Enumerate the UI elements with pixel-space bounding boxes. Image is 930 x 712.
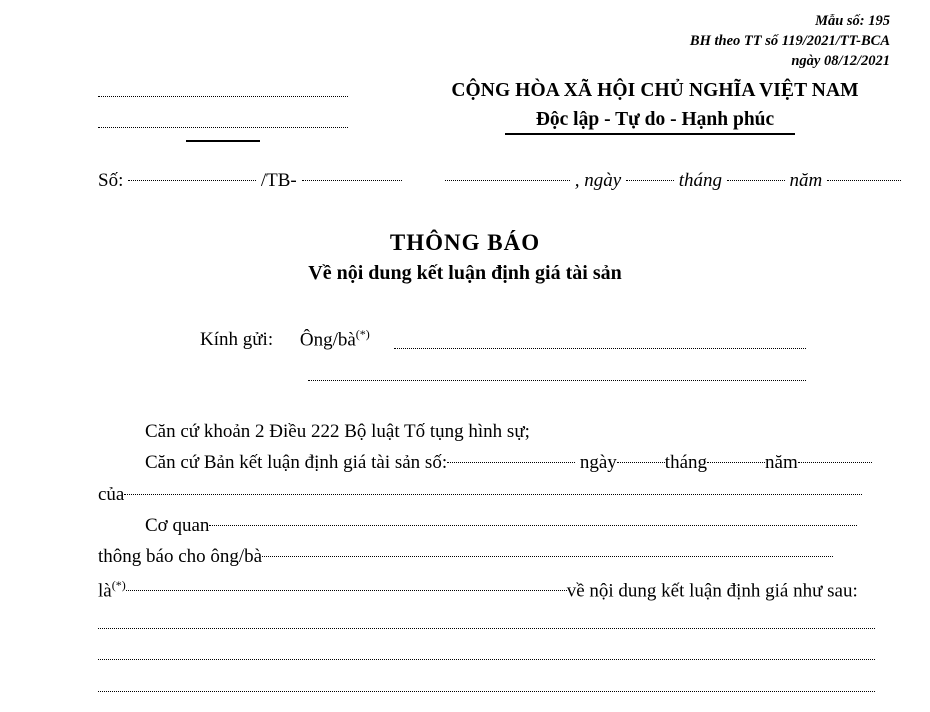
person-role-footnote-mark: (*): [111, 578, 126, 592]
valuation-year-label: năm: [765, 452, 798, 473]
issuer-authority-blank-line-2[interactable]: [98, 127, 348, 128]
national-motto: Độc lập - Tự do - Hạnh phúc: [535, 109, 775, 130]
legal-basis-line: Căn cứ khoản 2 Điều 222 Bộ luật Tố tụng hình sự;: [145, 421, 530, 442]
document-number-label: Số:: [98, 170, 124, 191]
date-separator: , ngày: [574, 170, 626, 191]
issuer-of-conclusion-blank[interactable]: [124, 494, 862, 495]
day-blank[interactable]: [626, 180, 674, 181]
motto-underline: [505, 133, 795, 135]
valuation-month-blank[interactable]: [707, 462, 765, 463]
valuation-year-blank[interactable]: [798, 462, 872, 463]
valuation-day-blank[interactable]: [617, 462, 665, 463]
page-subtitle: Về nội dung kết luận định giá tài sản: [308, 262, 622, 284]
form-number: Mẫu số: 195: [815, 13, 890, 29]
person-role-suffix: về nội dung kết luận định giá như sau:: [566, 580, 858, 602]
agency-line: [145, 515, 857, 537]
valuation-month-label: tháng: [664, 452, 708, 473]
valuation-number-blank[interactable]: [447, 462, 575, 463]
year-blank[interactable]: [827, 180, 901, 181]
issuer-authority-blank-line-1[interactable]: [98, 96, 348, 97]
form-issue-date: ngày 08/12/2021: [791, 53, 890, 69]
document-number-unit-blank[interactable]: [302, 180, 402, 181]
national-title: CỘNG HÒA XÃ HỘI CHỦ NGHĨA VIỆT NAM: [451, 80, 859, 101]
person-role-prefix: là: [98, 580, 112, 602]
recipient-label: Kính gửi:: [200, 329, 274, 351]
issuer-of-conclusion-line: [98, 484, 862, 506]
notify-person-blank[interactable]: [262, 556, 833, 557]
content-blank-line-3[interactable]: [98, 691, 875, 692]
valuation-conclusion-line: [145, 452, 872, 474]
recipient-footnote-mark: (*): [355, 327, 370, 341]
issuer-of-conclusion-prefix: của: [98, 484, 125, 505]
agency-prefix: Cơ quan: [145, 515, 210, 536]
valuation-day-label: ngày: [579, 452, 617, 473]
content-blank-line-2[interactable]: [98, 659, 875, 660]
form-issuing-circular: BH theo TT số 119/2021/TT-BCA: [689, 33, 890, 49]
notify-person-prefix: thông báo cho ông/bà: [98, 546, 263, 567]
recipient-line: [200, 327, 370, 351]
recipient-value-label: Ông/bà: [299, 329, 356, 351]
recipient-blank-line-1[interactable]: [394, 348, 806, 349]
issuer-underline: [186, 140, 260, 142]
content-blank-line-1[interactable]: [98, 628, 875, 629]
page-title: THÔNG BÁO: [389, 230, 541, 255]
place-date-line: [445, 170, 901, 192]
month-blank[interactable]: [727, 180, 785, 181]
agency-blank[interactable]: [209, 525, 857, 526]
recipient-blank-line-2[interactable]: [308, 380, 806, 381]
month-label: tháng: [678, 170, 727, 191]
document-number-blank[interactable]: [128, 180, 256, 181]
place-blank[interactable]: [445, 180, 570, 181]
person-role-line: [98, 578, 858, 602]
year-label: năm: [789, 170, 823, 191]
person-role-blank[interactable]: [126, 590, 567, 591]
document-number-line: [98, 170, 402, 192]
document-number-suffix: /TB-: [260, 170, 297, 191]
valuation-conclusion-prefix: Căn cứ Bản kết luận định giá tài sản số:: [145, 452, 448, 473]
notify-person-line: [98, 546, 833, 568]
